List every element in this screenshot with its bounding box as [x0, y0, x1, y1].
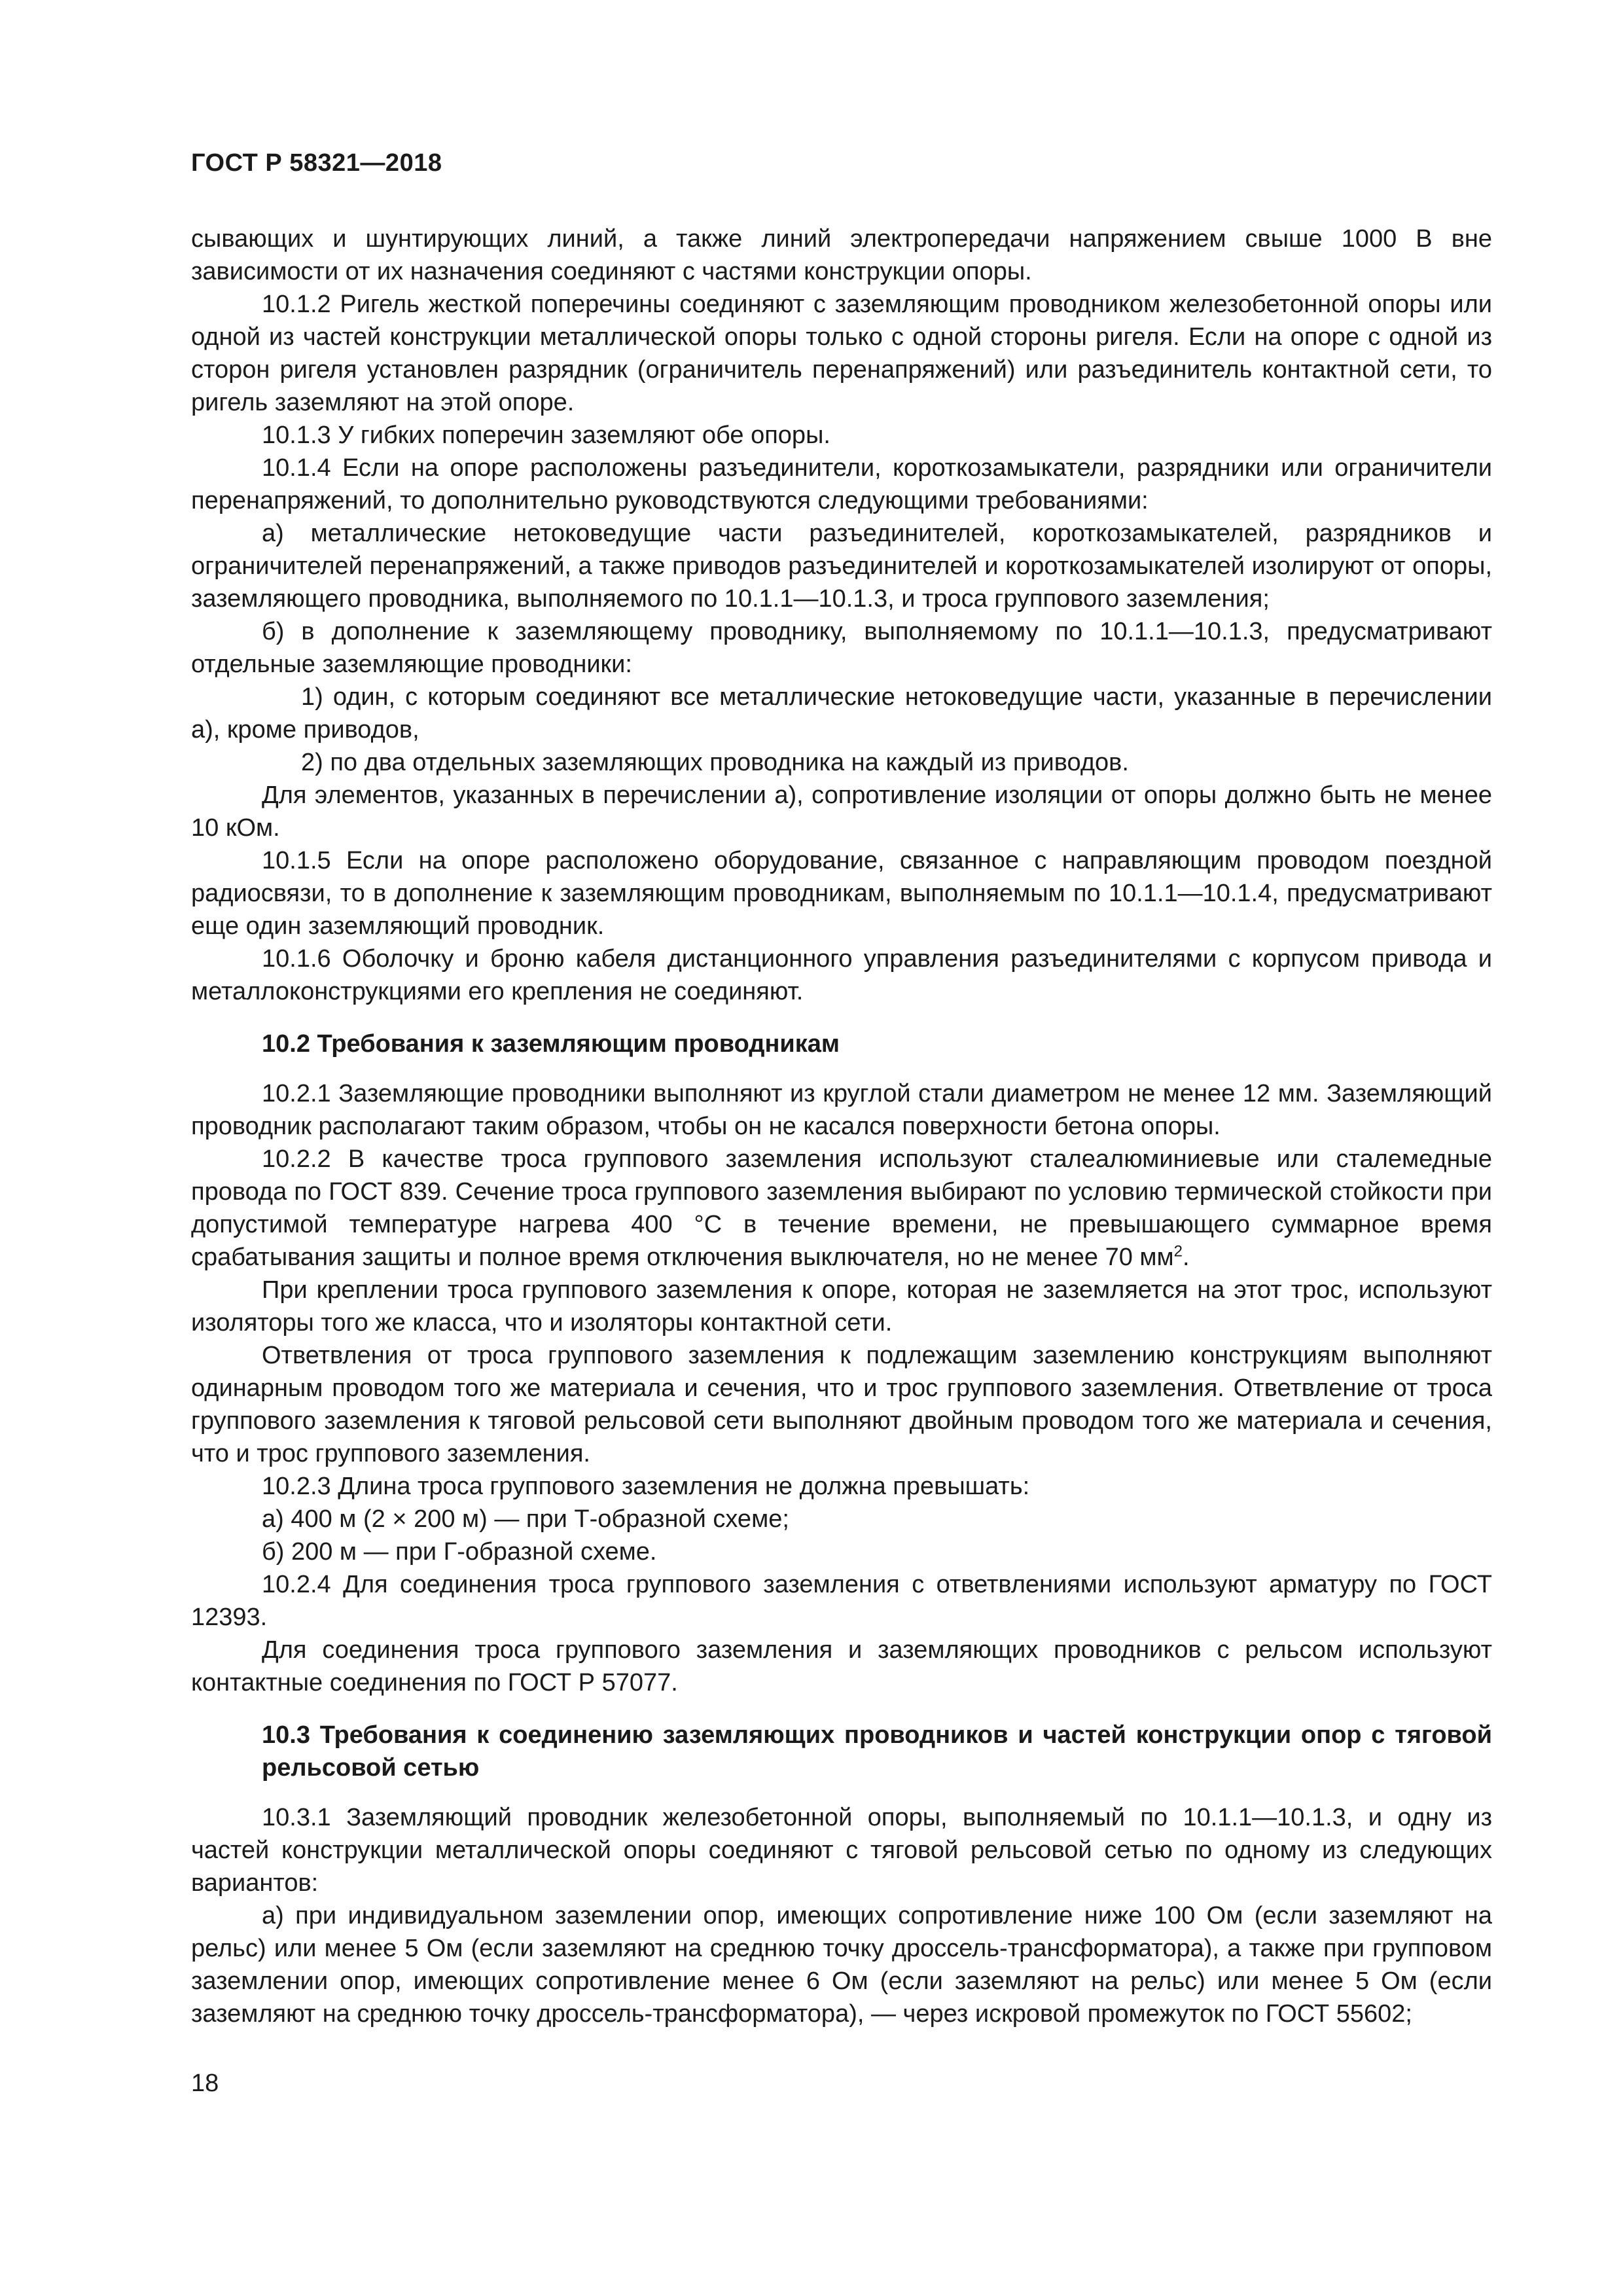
- paragraph-10-1-4: 10.1.4 Если на опоре расположены разъединители, короткозамыкатели, разрядники или ограничители перенапряжений, то дополнительно руководствуются следующими требованиями:: [191, 454, 1492, 514]
- document-body: [191, 223, 1492, 2030]
- list-subitem-2: 2) по два отдельных заземляющих проводника на каждый из приводов.: [301, 749, 1129, 776]
- document-code-header: ГОСТ Р 58321—2018: [191, 149, 442, 177]
- paragraph-insulation-resistance: Для элементов, указанных в перечислении а), сопротивление изоляции от опоры должно быть не менее 10 кОм.: [191, 781, 1492, 842]
- paragraph-10-2-2-end: .: [1183, 1244, 1190, 1271]
- paragraph-10-2-2-text: 10.2.2 В качестве троса группового заземления используют сталеалюминиевые или сталемедные провода по ГОСТ 839. Сечение троса группового заземления выбирают по условию термической стойкости при допустимой температуре нагрева 400 °С в течение времени, не превышающего суммарное время срабатывания защиты и полное время отключения выключателя, но не менее 70 мм: [191, 1145, 1492, 1271]
- paragraph-insulators: При креплении троса группового заземления к опоре, которая не заземляется на этот трос, используют изоляторы того же класса, что и изоляторы контактной сети.: [191, 1276, 1492, 1336]
- list-item-b: б) в дополнение к заземляющему проводнику, выполняемому по 10.1.1—10.1.3, предусматривают отдельные заземляющие проводники:: [191, 618, 1492, 678]
- paragraph-10-1-2: 10.1.2 Ригель жесткой поперечины соединяют с заземляющим проводником железобетонной опоры или одной из частей конструкции металлической опоры только с одной стороны ригеля. Если на опоре с одной из сторон ригеля установлен разрядник (ограничитель перенапряжений) или разъединитель контактной сети, то ригель заземляют на этой опоре.: [191, 291, 1492, 416]
- paragraph-10-2-1: 10.2.1 Заземляющие проводники выполняют из круглой стали диаметром не менее 12 мм. Заземляющий проводник располагают таким образом, чтобы он не касался поверхности бетона опоры.: [191, 1080, 1492, 1140]
- list-subitem-1: 1) один, с которым соединяют все металлические нетоковедущие части, указанные в перечислении а), кроме приводов,: [191, 683, 1492, 744]
- list-item-t-scheme: а) 400 м (2 × 200 м) — при Т-образной схеме;: [262, 1505, 789, 1533]
- paragraph-10-2-3: 10.2.3 Длина троса группового заземления не должна превышать:: [262, 1473, 1030, 1500]
- list-item-g-scheme: б) 200 м — при Г-образной схеме.: [262, 1538, 657, 1566]
- paragraph-continuation: сывающих и шунтирующих линий, а также линий электропередачи напряжением свыше 1000 В вне зависимости от их назначения соединяют с частями конструкции опоры.: [191, 225, 1492, 285]
- page-number: 18: [191, 2070, 219, 2097]
- paragraph-10-2-4: 10.2.4 Для соединения троса группового заземления с ответвлениями используют арматуру по ГОСТ 12393.: [191, 1571, 1492, 1631]
- paragraph-10-1-5: 10.1.5 Если на опоре расположено оборудование, связанное с направляющим проводом поездной радиосвязи, то в дополнение к заземляющим проводникам, выполняемым по 10.1.1—10.1.4, предусматривают еще один заземляющий проводник.: [191, 847, 1492, 940]
- paragraph-rail-connections: Для соединения троса группового заземления и заземляющих проводников с рельсом используют контактные соединения по ГОСТ Р 57077.: [191, 1636, 1492, 1696]
- paragraph-10-1-3: 10.1.3 У гибких поперечин заземляют обе опоры.: [262, 422, 830, 449]
- paragraph-10-3-1: 10.3.1 Заземляющий проводник железобетонной опоры, выполняемый по 10.1.1—10.1.3, и одну из частей конструкции металлической опоры соединяют с тяговой рельсовой сетью по одному из следующих вариантов:: [191, 1804, 1492, 1897]
- paragraph-10-1-6: 10.1.6 Оболочку и броню кабеля дистанционного управления разъединителями с корпусом привода и металлоконструкциями его крепления не соединяют.: [191, 945, 1492, 1005]
- superscript-2: 2: [1173, 1242, 1183, 1261]
- paragraph-branches: Ответвления от троса группового заземления к подлежащим заземлению конструкциям выполняют одинарным проводом того же материала и сечения, что и трос группового заземления. Ответвление от троса группового заземления к тяговой рельсовой сети выполняют двойным проводом того же материала и сечения, что и трос группового заземления.: [191, 1342, 1492, 1467]
- section-heading-10-2: 10.2 Требования к заземляющим проводникам: [262, 1030, 840, 1058]
- list-item-a: а) металлические нетоковедущие части разъединителей, короткозамыкателей, разрядников и ограничителей перенапряжений, а также приводов разъединителей и короткозамыкателей изолируют от опоры, заземляющего проводника, выполняемого по 10.1.1—10.1.3, и троса группового заземления;: [191, 520, 1492, 613]
- section-heading-10-3: 10.3 Требования к соединению заземляющих проводников и частей конструкции опор с тяговой рельсовой сетью: [262, 1721, 1492, 1782]
- list-item-a-individual-grounding: а) при индивидуальном заземлении опор, имеющих сопротивление ниже 100 Ом (если заземляют на рельс) или менее 5 Ом (если заземляют на среднюю точку дроссель-трансформатора), а также при групповом заземлении опор, имеющих сопротивление менее 6 Ом (если заземляют на рельс) или менее 5 Ом (если заземляют на среднюю точку дроссель-трансформатора), — через искровой промежуток по ГОСТ 55602;: [191, 1902, 1492, 2028]
- paragraph-10-2-2: [191, 1143, 1492, 1274]
